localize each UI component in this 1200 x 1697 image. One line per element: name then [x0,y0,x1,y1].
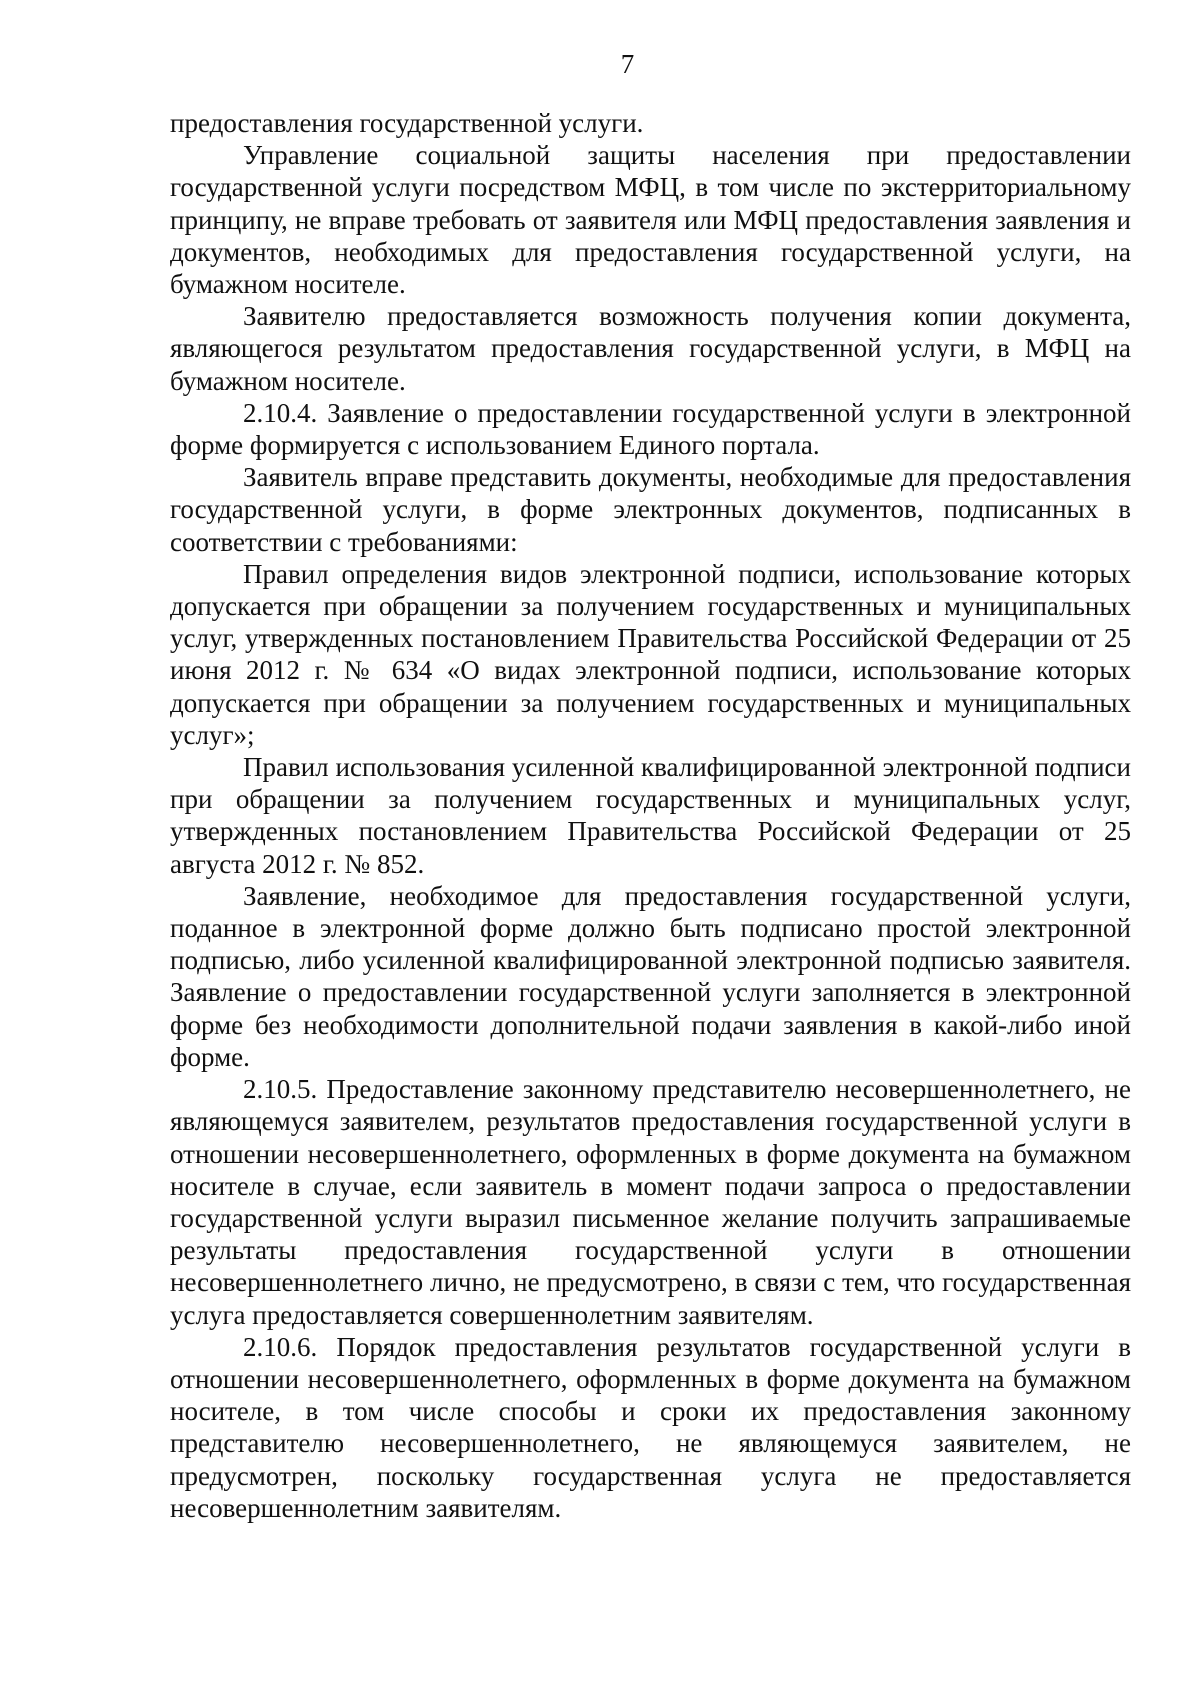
paragraph-2-10-5: 2.10.5. Предоставление законному представителю несовершеннолетнего, не являющемуся заявителем, результатов предоставления государственной услуги в отношении несовершеннолетнего, оформленных в форме документа на бумажном носителе в случае, если заявитель в момент подачи запроса о предоставлении государственной услуги выразил письменное желание получить запрашиваемые результаты предоставления государственной услуги в отношении несовершеннолетнего лично, не предусмотрено, в связи с тем, что государственная услуга предоставляется совершеннолетним заявителям. [170,1074,1131,1330]
page-number: 7 [620,49,635,79]
paragraph-application-signing: Заявление, необходимое для предоставления государственной услуги, поданное в электронной форме должно быть подписано простой электронной подписью, либо усиленной квалифицированной электронной подписью заявителя. Заявление о предоставлении государственной услуги заполняется в электронной форме без необходимости дополнительной подачи заявления в какой-либо иной форме. [170,880,1131,1072]
document-body [170,107,1131,1524]
paragraph-continuation: предоставления государственной услуги. [170,108,644,138]
paragraph-rules-signature-types: Правил определения видов электронной подписи, использование которых допускается при обращении за получением государственных и муниципальных услуг, утвержденных постановлением Правительства Российской Федерации от 25 июня 2012 г. № 634 «О видах электронной подписи, использование которых допускается при обращении за получением государственных и муниципальных услуг»; [170,558,1131,750]
paragraph-2-10-6: 2.10.6. Порядок предоставления результатов государственной услуги в отношении несовершеннолетнего, оформленных в форме документа на бумажном носителе, в том числе способы и сроки их предоставления законному представителю несовершеннолетнего, не являющемуся заявителем, не предусмотрен, поскольку государственная услуга не предоставляется несовершеннолетним заявителям. [170,1331,1131,1523]
paragraph-rules-qualified-signature: Правил использования усиленной квалифицированной электронной подписи при обращении за получением государственных и муниципальных услуг, утвержденных постановлением Правительства Российской Федерации от 25 августа 2012 г. № 852. [170,752,1131,879]
paragraph-mfc-requirements: Управление социальной защиты населения при предоставлении государственной услуги посредством МФЦ, в том числе по экстерриториальному принципу, не вправе требовать от заявителя или МФЦ предоставления заявления и документов, необходимых для предоставления государственной услуги, на бумажном носителе. [170,140,1131,300]
paragraph-2-10-4: 2.10.4. Заявление о предоставлении государственной услуги в электронной форме формируется с использованием Единого портала. [170,397,1131,461]
paragraph-copy-in-mfc: Заявителю предоставляется возможность получения копии документа, являющегося результатом предоставления государственной услуги, в МФЦ на бумажном носителе. [170,301,1131,396]
paragraph-electronic-documents: Заявитель вправе представить документы, необходимые для предоставления государственной услуги, в форме электронных документов, подписанных в соответствии с требованиями: [170,462,1131,557]
